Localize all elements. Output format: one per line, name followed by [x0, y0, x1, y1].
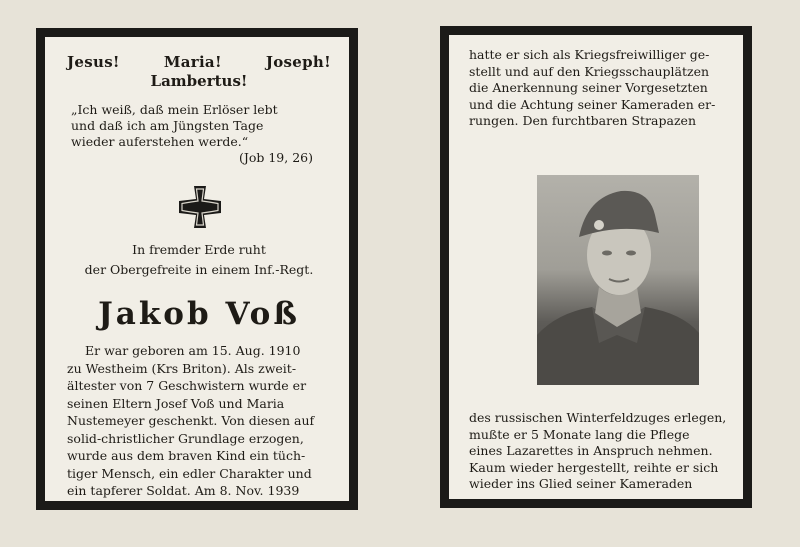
quote-line: wieder auferstehen werde.“	[71, 134, 249, 149]
invocation-joseph: Joseph!	[265, 53, 331, 71]
invocation-jesus: Jesus!	[67, 53, 120, 71]
text-line: rungen. Den furchtbaren Strapazen	[469, 113, 696, 128]
soldier-portrait-icon	[537, 175, 699, 385]
iron-cross-icon	[177, 184, 223, 230]
rest-line: In fremder Erde ruht	[132, 242, 266, 257]
bio-line: solid-christlicher Grundlage erzogen,	[67, 430, 304, 446]
biography	[67, 342, 331, 500]
bio-line: zu Westheim (Krs Briton). Als zweit-	[67, 360, 297, 376]
right-card-content	[469, 47, 729, 491]
bio-line: Nustemeyer geschenkt. Von diesen auf	[67, 413, 315, 428]
cross-container	[67, 176, 331, 236]
quote-line: und daß ich am Jüngsten Tage	[71, 118, 264, 133]
invocation-maria: Maria!	[163, 53, 222, 71]
deceased-name: Jakob Voß	[98, 296, 300, 332]
invocation-lambertus: Lambertus!	[150, 72, 248, 90]
bio-line: wurde aus dem braven Kind ein tüch-	[67, 448, 306, 463]
bio-line: ein tapferer Soldat. Am 8. Nov. 1939	[67, 483, 300, 498]
bio-line: seinen Eltern Josef Voß und Maria	[67, 395, 285, 411]
text-line: stellt und auf den Kriegsschauplätzen	[469, 63, 710, 79]
bio-line: Er war geboren am 15. Aug. 1910	[85, 343, 301, 358]
left-card-content	[67, 53, 331, 498]
text-line: die Anerkennung seiner Vorgesetzten	[469, 80, 708, 95]
text-line: des russischen Winterfeldzuges erlegen,	[469, 410, 727, 425]
text-continued-bottom	[469, 410, 729, 493]
text-line: eines Lazarettes in Anspruch nehmen.	[469, 443, 713, 458]
text-line: wieder ins Glied seiner Kameraden	[469, 476, 693, 491]
rank-line: der Obergefreite in einem Inf.-Regt.	[84, 262, 314, 277]
text-line: hatte er sich als Kriegsfreiwilliger ge-	[469, 47, 710, 62]
bio-line: ältester von 7 Geschwistern wurde er	[67, 378, 307, 393]
memorial-card-left	[36, 28, 358, 510]
quote-reference: (Job 19, 26)	[238, 150, 313, 165]
text-line: mußte er 5 Monate lang die Pflege	[469, 426, 690, 442]
memorial-card-right	[440, 26, 752, 508]
quote-line: „Ich weiß, daß mein Erlöser lebt	[71, 102, 278, 117]
text-line: und die Achtung seiner Kameraden er-	[469, 96, 716, 112]
portrait-photo	[537, 175, 699, 385]
invocation	[67, 53, 331, 71]
text-continued-top	[469, 47, 729, 130]
bible-quote	[67, 102, 331, 150]
bio-line: tiger Mensch, ein edler Charakter und	[67, 465, 312, 481]
text-line: Kaum wieder hergestellt, reihte er sich	[469, 459, 719, 475]
